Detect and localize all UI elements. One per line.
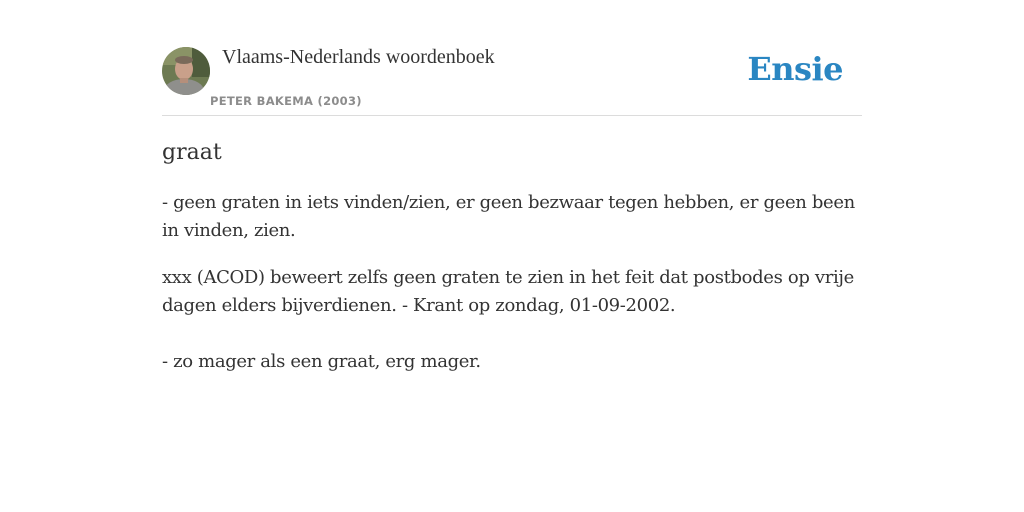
definition-paragraph: - zo mager als een graat, erg mager. xyxy=(162,351,481,372)
ensie-logo[interactable]: Ensie xyxy=(747,50,843,88)
avatar[interactable] xyxy=(162,47,210,95)
person-photo-icon xyxy=(162,47,210,95)
entry-word: graat xyxy=(162,140,222,165)
author-credit[interactable]: PETER BAKEMA (2003) xyxy=(210,94,362,108)
dictionary-title[interactable]: Vlaams-Nederlands woordenboek xyxy=(222,46,495,68)
definition-paragraph: - geen graten in iets vinden/zien, er geen bezwaar tegen hebben, er geen been in vinden, zien. xyxy=(162,192,855,241)
example-paragraph: xxx (ACOD) beweert zelfs geen graten te zien in het feit dat postbodes op vrije dagen elders bijverdienen. - Krant op zondag, 01-09-2002. xyxy=(162,267,854,316)
entry-card xyxy=(162,40,862,376)
entry-header xyxy=(162,40,862,116)
